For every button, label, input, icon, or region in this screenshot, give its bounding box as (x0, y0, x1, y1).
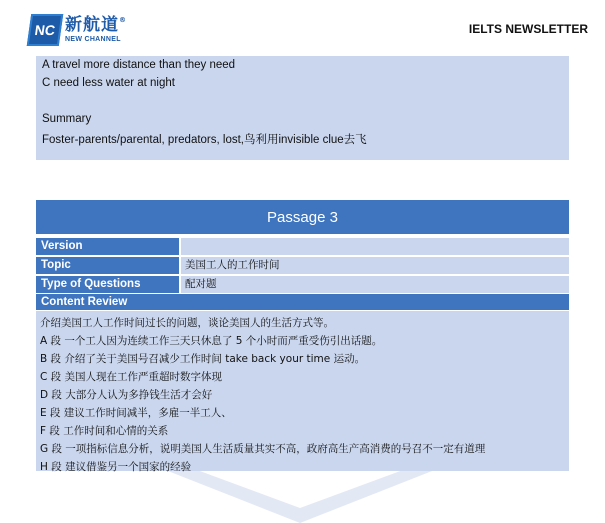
content-line: A 段 一个工人因为连续工作三天只休息了 5 个小时而严重受伤引出话题。 (40, 335, 383, 347)
passage-title: Passage 3 (36, 200, 569, 234)
content-line: G 段 一项指标信息分析，说明美国人生活质量其实不高，政府高生产高消费的号召不一定有道理 (40, 443, 486, 455)
previous-passage-answers (36, 56, 569, 160)
row-label: Version (36, 238, 179, 255)
new-channel-logo (29, 14, 127, 46)
row-value (181, 238, 569, 255)
info-row-question-type (36, 276, 569, 294)
logo-mark: NC (27, 14, 63, 46)
logo-english-name: NEW CHANNEL (65, 36, 121, 43)
answer-line: A travel more distance than they need (42, 59, 236, 71)
info-row-version (36, 238, 569, 256)
summary-heading: Summary (42, 113, 92, 125)
content-review-heading: Content Review (36, 294, 569, 310)
row-label: Topic (36, 257, 179, 274)
row-value: 配对题 (181, 276, 569, 293)
content-line: D 段 大部分人认为多挣钱生活才会好 (40, 389, 213, 401)
info-row-topic (36, 257, 569, 275)
content-line: E 段 建议工作时间减半，多雇一半工人、 (40, 407, 232, 419)
content-line: F 段 工作时间和心情的关系 (40, 425, 169, 437)
content-review-box (36, 311, 569, 471)
content-line: H 段 建议借鉴另一个国家的经验 (40, 461, 192, 473)
summary-line: Foster-parents/parental, predators, lost,鸟利用invisible clue去飞 (42, 134, 367, 146)
answer-line: C need less water at night (42, 77, 175, 89)
content-line: 介绍美国工人工作时间过长的问题，谈论美国人的生活方式等。 (40, 317, 334, 329)
row-value: 美国工人的工作时间 (181, 257, 569, 274)
page-header (0, 0, 605, 52)
content-line: C 段 美国人现在工作严重超时数字体现 (40, 371, 223, 383)
row-label: Type of Questions (36, 276, 179, 293)
newsletter-title: IELTS NEWSLETTER (468, 22, 588, 36)
content-line: B 段 介绍了关于美国号召减少工作时间 take back your time 运动。 (40, 353, 366, 365)
logo-chinese-name: 新航道® (65, 15, 127, 35)
